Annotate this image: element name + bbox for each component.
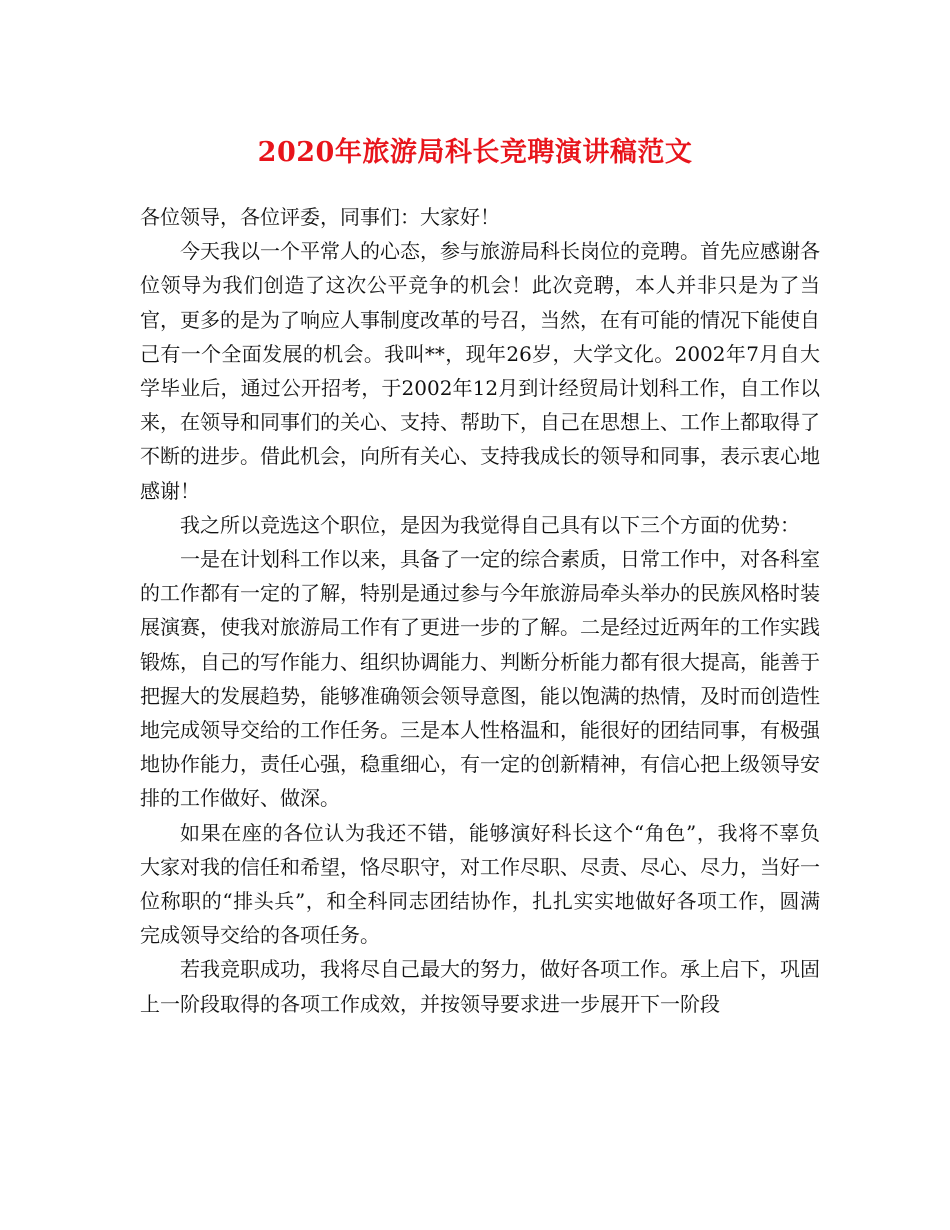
document-body bbox=[140, 200, 820, 1021]
body-paragraph: 若我竞职成功，我将尽自己最大的努力，做好各项工作。承上启下，巩固上一阶段取得的各项工作成效，并按领导要求进一步展开下一阶段 bbox=[140, 957, 820, 1016]
body-paragraph: 今天我以一个平常人的心态，参与旅游局科长岗位的竞聘。首先应感谢各位领导为我们创造了这次公平竞争的机会！此次竞聘，本人并非只是为了当官，更多的是为了响应人事制度改革的号召，当然，在有可能的情况下能使自己有一个全面发展的机会。我叫**，现年26岁，大学文化。2002年7月自大学毕业后，通过公开招考，于2002年12月到计经贸局计划科工作，自工作以来，在领导和同事们的关心、支持、帮助下，自己在思想上、工作上都取得了不断的进步。借此机会，向所有关心、支持我成长的领导和同事，表示衷心地感谢！ bbox=[140, 239, 820, 503]
body-paragraph: 如果在座的各位认为我还不错，能够演好科长这个“角色”，我将不辜负大家对我的信任和希望，恪尽职守，对工作尽职、尽责、尽心、尽力，当好一位称职的“排头兵”，和全科同志团结协作，扎扎实实地做好各项工作，圆满完成领导交给的各项任务。 bbox=[140, 820, 820, 948]
body-paragraph: 一是在计划科工作以来，具备了一定的综合素质，日常工作中，对各科室的工作都有一定的了解，特别是通过参与今年旅游局牵头举办的民族风格时装展演赛，使我对旅游局工作有了更进一步的了解。二是经过近两年的工作实践锻炼，自己的写作能力、组织协调能力、判断分析能力都有很大提高，能善于把握大的发展趋势，能够准确领会领导意图，能以饱满的热情，及时而创造性地完成领导交给的工作任务。三是本人性格温和，能很好的团结同事，有极强地协作能力，责任心强，稳重细心，有一定的创新精神，有信心把上级领导安排的工作做好、做深。 bbox=[140, 547, 820, 811]
body-paragraph: 我之所以竞选这个职位，是因为我觉得自己具有以下三个方面的优势： bbox=[180, 512, 800, 537]
greeting-paragraph: 各位领导，各位评委，同事们：大家好！ bbox=[140, 205, 500, 229]
document-title: 2020年旅游局科长竞聘演讲稿范文 bbox=[257, 137, 693, 168]
